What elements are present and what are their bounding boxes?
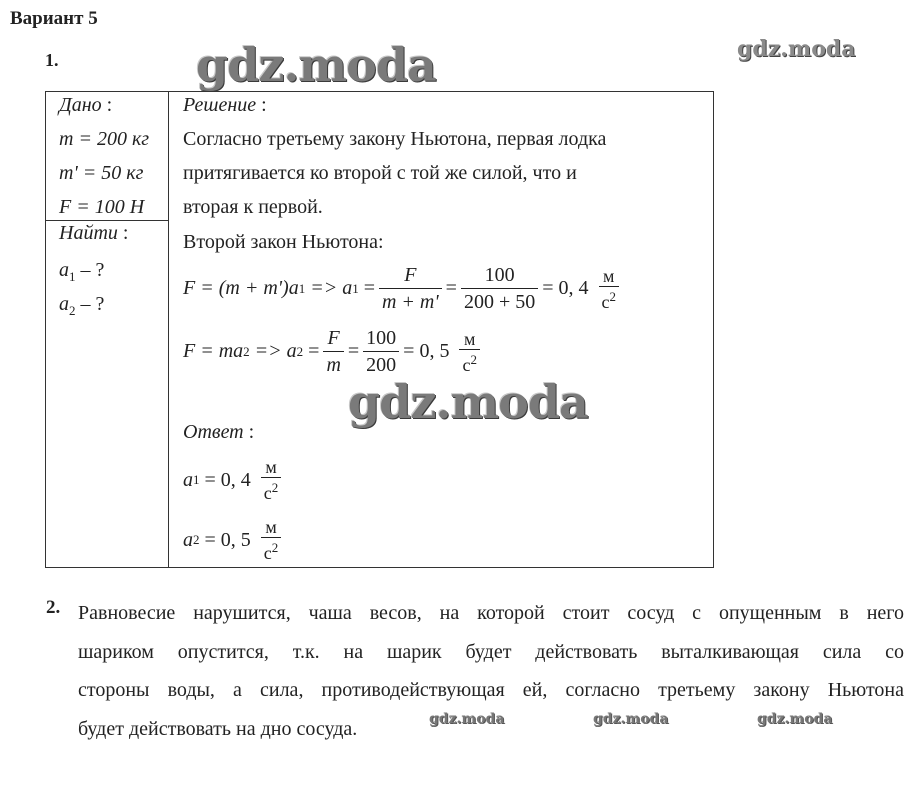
task-1-number: 1. [45, 50, 59, 70]
watermark-top-right: gdz.moda [737, 36, 856, 62]
answer-a1-unit: $\frac{м}{с^2}$ [261, 457, 282, 503]
table-column-divider [168, 91, 169, 568]
equation-2-fraction-symbolic: $\frac{F}{m}$ [323, 325, 343, 378]
given-force: F = 100 Н [59, 196, 145, 218]
watermark-bottom-3: gdz.moda [757, 711, 833, 727]
given-label: Дано : [59, 94, 113, 116]
solution-label: Решение : [183, 94, 267, 116]
task-2-number: 2. [46, 597, 61, 618]
watermark-top: gdz.moda [196, 38, 436, 92]
watermark-middle: gdz.moda [348, 375, 588, 429]
given-mass-2: m' = 50 кг [59, 162, 144, 184]
task-2-line: шариком опустится, т.к. на шарик будет действовать выталкивающая сила со [78, 640, 904, 663]
answer-a1: a 1 = 0, 4 $\frac{м}{с^2}$ [183, 457, 285, 503]
find-a2: $a_2$ – ? [59, 293, 105, 318]
watermark-bottom-1: gdz.moda [429, 711, 505, 727]
answer-label: Ответ : [183, 421, 255, 443]
task-2-line: стороны воды, а сила, противодействующая ей, согласно третьему закону Ньютона [78, 679, 904, 701]
solution-line-3: вторая к первой. [183, 196, 323, 218]
solution-line-2: притягивается ко второй с той же силой, что и [183, 162, 577, 184]
equation-2: F = ma 2 => a 2 = $\frac{F}{m}$ = $\frac{100}{200}$ = 0, 5 $\frac{м}{с^2}$ [183, 325, 484, 378]
solution-line-4: Второй закон Ньютона: [183, 231, 384, 253]
equation-1-fraction-numeric: $\frac{100}{200 + 50}$ [461, 262, 538, 315]
answer-a2: a 2 = 0, 5 $\frac{м}{с^2}$ [183, 517, 285, 563]
equation-1-unit: $\frac{м}{с^2}$ [599, 266, 620, 312]
answer-a2-unit: $\frac{м}{с^2}$ [261, 517, 282, 563]
solution-line-1: Согласно третьему закону Ньютона, первая лодка [183, 128, 607, 150]
equation-1-fraction-symbolic: $\frac{F}{m + m'}$ [379, 262, 442, 315]
find-a1: $a_1$ – ? [59, 259, 105, 284]
watermark-bottom-2: gdz.moda [593, 711, 669, 727]
equation-2-unit: $\frac{м}{с^2}$ [459, 329, 480, 375]
given-mass-1: m = 200 кг [59, 128, 150, 150]
equation-1: F = (m + m')a 1 => a 1 = $\frac{F}{m + m'}$ = $\frac{100}{200 + 50}$ = 0, 4 $\frac{м}{с^2}$ [183, 262, 623, 315]
find-label: Найти : [59, 222, 129, 244]
equation-2-fraction-numeric: $\frac{100}{200}$ [363, 325, 399, 378]
task-2-line: будет действовать на дно сосуда. [78, 717, 358, 740]
variant-heading: Вариант 5 [10, 8, 98, 29]
task-2-line: Равновесие нарушится, чаша весов, на которой стоит сосуд с опущенным в него [78, 602, 904, 624]
